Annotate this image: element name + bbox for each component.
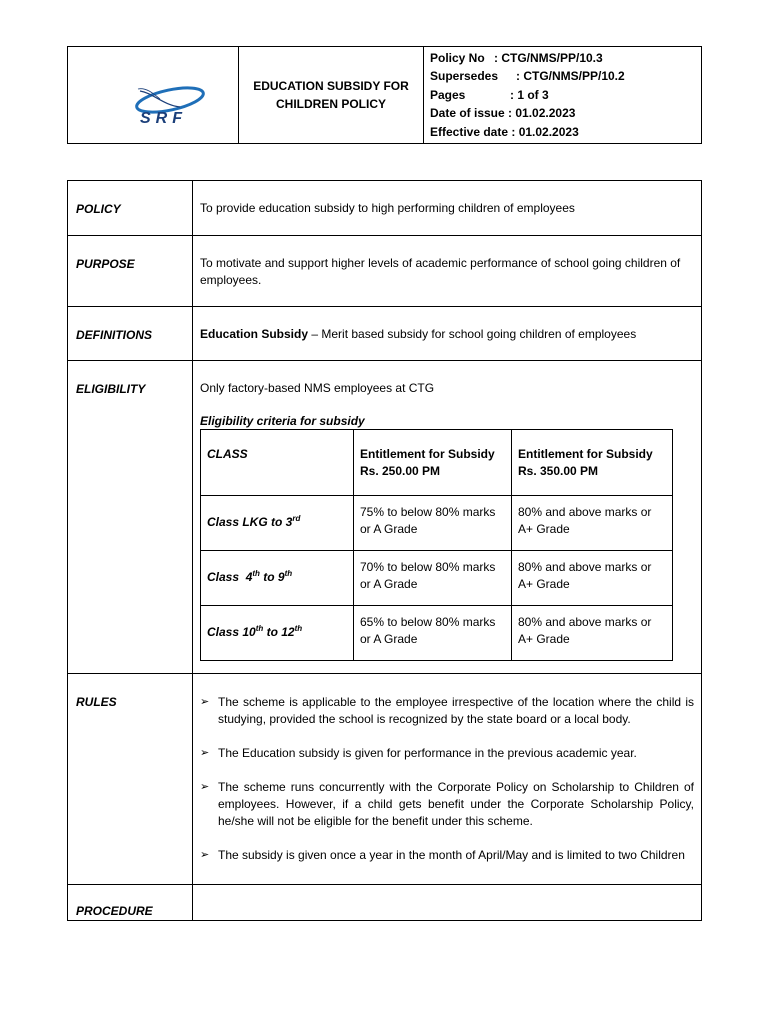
- purpose-label: PURPOSE: [68, 236, 193, 307]
- supersedes-label: Supersedes: [430, 69, 499, 84]
- date-of-issue-row: [430, 104, 701, 123]
- criteria-class-text: Class LKG to 3: [207, 515, 293, 529]
- bullet-arrow-icon: ➢: [200, 747, 210, 759]
- eligibility-row: [68, 361, 702, 674]
- eligibility-text: Only factory-based NMS employees at CTG: [200, 381, 435, 395]
- definition-term: Education Subsidy: [200, 327, 309, 341]
- document-title-cell: [239, 47, 424, 144]
- bullet-arrow-icon: ➢: [200, 696, 210, 708]
- rules-list: [200, 694, 694, 864]
- effective-date-label: Effective date: [430, 124, 509, 139]
- eligibility-criteria-table: [200, 429, 673, 661]
- policy-no-row: [430, 49, 701, 68]
- criteria-class-cell: [201, 606, 354, 661]
- criteria-header-350: Entitlement for Subsidy Rs. 350.00 PM: [512, 430, 673, 496]
- rule-text: The subsidy is given once a year in the month of April/May and is limited to two Children: [218, 848, 685, 862]
- bullet-arrow-icon: ➢: [200, 781, 210, 793]
- policy-info-cell: [424, 47, 702, 144]
- rules-row: [68, 674, 702, 885]
- effective-date-row: [430, 123, 701, 142]
- logo-cell: [68, 47, 239, 144]
- criteria-class-sup-end: th: [294, 624, 303, 633]
- criteria-row-lkg-3: [201, 496, 673, 551]
- criteria-header-row: [201, 430, 673, 496]
- policy-no-value: : CTG/NMS/PP/10.3: [494, 50, 603, 65]
- criteria-class-text: Class 10: [207, 625, 256, 639]
- rule-text: The scheme is applicable to the employee irrespective of the location where the child is studying, provided the school is recognized by the state board or a local body.: [218, 695, 694, 726]
- srf-logo: [68, 47, 238, 143]
- rules-content: [193, 674, 702, 885]
- policy-text: To provide education subsidy to high performing children of employees: [193, 181, 702, 236]
- rules-label: RULES: [68, 674, 193, 885]
- eligibility-content: [193, 361, 702, 674]
- logo-text: SRF: [140, 110, 187, 127]
- policy-row: [68, 181, 702, 236]
- eligibility-criteria-title: Eligibility criteria for subsidy: [200, 414, 365, 428]
- eligibility-label: ELIGIBILITY: [68, 361, 193, 674]
- purpose-row: [68, 236, 702, 307]
- criteria-class-cell: [201, 551, 354, 606]
- criteria-class-sup: th: [252, 569, 260, 578]
- supersedes-value: : CTG/NMS/PP/10.2: [516, 69, 625, 84]
- criteria-350-cell: 80% and above marks or A+ Grade: [512, 551, 673, 606]
- bullet-arrow-icon: ➢: [200, 849, 210, 861]
- policy-table: [67, 180, 702, 921]
- definitions-row: [68, 307, 702, 361]
- definition-text: – Merit based subsidy for school going children of employees: [308, 327, 637, 341]
- rule-item: [200, 745, 694, 762]
- procedure-label: PROCEDURE: [68, 885, 193, 921]
- definitions-content: [193, 307, 702, 361]
- criteria-row-10-12: [201, 606, 673, 661]
- date-of-issue-label: Date of issue: [430, 106, 505, 121]
- rule-item: [200, 847, 694, 864]
- criteria-header-class: CLASS: [201, 430, 354, 496]
- criteria-350-cell: 80% and above marks or A+ Grade: [512, 496, 673, 551]
- criteria-250-cell: 75% to below 80% marks or A Grade: [354, 496, 512, 551]
- pages-label: Pages: [430, 87, 466, 102]
- rule-item: [200, 779, 694, 830]
- criteria-class-text-end: to 12: [263, 625, 295, 639]
- criteria-250-cell: 70% to below 80% marks or A Grade: [354, 551, 512, 606]
- effective-date-value: : 01.02.2023: [508, 124, 579, 139]
- document-title: EDUCATION SUBSIDY FOR CHILDREN POLICY: [253, 79, 409, 111]
- supersedes-row: [430, 67, 701, 86]
- criteria-class-sup: th: [255, 624, 264, 633]
- date-of-issue-value: : 01.02.2023: [504, 106, 576, 121]
- document-header: [67, 46, 702, 144]
- criteria-class-sup: rd: [292, 514, 301, 523]
- policy-label: POLICY: [68, 181, 193, 236]
- purpose-text: To motivate and support higher levels of academic performance of school going children of employees.: [193, 236, 702, 307]
- pages-value: : 1 of 3: [510, 87, 549, 102]
- criteria-250-cell: 65% to below 80% marks or A Grade: [354, 606, 512, 661]
- definitions-label: DEFINITIONS: [68, 307, 193, 361]
- criteria-class-sup-end: th: [284, 569, 293, 578]
- rule-text: The Education subsidy is given for performance in the previous academic year.: [218, 746, 637, 760]
- policy-no-label: Policy No: [430, 50, 485, 65]
- rule-item: [200, 694, 694, 728]
- criteria-350-cell: 80% and above marks or A+ Grade: [512, 606, 673, 661]
- criteria-class-cell: [201, 496, 354, 551]
- criteria-class-text-end: to 9: [259, 570, 285, 584]
- rule-text: The scheme runs concurrently with the Corporate Policy on Scholarship to Children of employees. However, if a child gets benefit under the Corporate Scholarship Policy, he/she will not be eligible for the benefit under this scheme.: [218, 780, 694, 828]
- pages-row: [430, 86, 701, 105]
- criteria-class-text: Class 4: [207, 570, 253, 584]
- criteria-header-250: Entitlement for Subsidy Rs. 250.00 PM: [354, 430, 512, 496]
- criteria-row-4-9: [201, 551, 673, 606]
- procedure-content: [193, 885, 702, 921]
- procedure-row: [68, 885, 702, 921]
